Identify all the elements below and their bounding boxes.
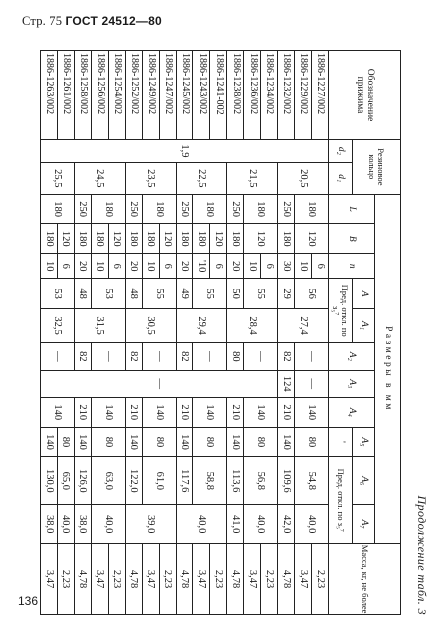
standard-code: ГОСТ 24512—80 [65, 14, 162, 28]
B-cell: 180 [176, 224, 193, 254]
A1-cell: 27,4 [278, 308, 329, 342]
A5-cell: 140 [278, 427, 295, 457]
dimensions-table [40, 50, 401, 615]
table-row-designation: 1886-1254/002 [108, 51, 125, 140]
B-cell: 180 [91, 224, 108, 254]
col-A: A [353, 279, 375, 309]
A2-cell: 80 [227, 343, 244, 370]
A4-cell: 140 [41, 397, 75, 427]
mass-cell: 2,23 [312, 544, 329, 615]
page-number: 136 [18, 594, 39, 608]
n-cell: 20 [74, 254, 91, 279]
page-label: Стр. 75 [22, 14, 63, 28]
page-header [22, 14, 162, 29]
A-cell: 56 [295, 279, 329, 309]
A-cell: 48 [125, 279, 142, 309]
A5-cell: 140 [74, 427, 91, 457]
col-designation: Обозначение прижима [329, 51, 401, 140]
A7-cell: 41,0 [227, 505, 244, 544]
A6-cell: 58,8 [193, 457, 227, 505]
table-row-designation: 1886-1241-002 [210, 51, 227, 140]
A5-cell: 140 [176, 427, 193, 457]
table-row-designation: 1886-1245/002 [176, 51, 193, 140]
A5-cell: 80 [244, 427, 278, 457]
L-cell: 180 [41, 194, 75, 224]
table-row-designation: 1886-1263/002 [41, 51, 58, 140]
col-fit2: Пред. откл. по з₅⁷ [329, 457, 353, 544]
A2-cell: 82 [278, 343, 295, 370]
table-row-designation: 1886-1232/002 [278, 51, 295, 140]
d1-cell: 23,5 [125, 162, 176, 194]
A1-cell: 29,4 [176, 308, 227, 342]
table-row-designation: 1886-1229/002 [295, 51, 312, 140]
B-cell: 180 [142, 224, 159, 254]
A-cell: 53 [91, 279, 125, 309]
A1-cell: 30,5 [125, 308, 176, 342]
n-cell: 20 [227, 254, 244, 279]
table-row-designation: 1886-1227/002 [312, 51, 329, 140]
col-A1: A₁ [353, 308, 375, 342]
table-row-designation: 1886-1258/002 [74, 51, 91, 140]
mass-cell: 4,78 [74, 544, 91, 615]
col-A5-prime: ' [329, 427, 353, 457]
A6-cell: 113,6 [227, 457, 244, 505]
col-mass: Масса, кг, не более [329, 544, 401, 615]
B-cell: 180 [227, 224, 244, 254]
A6-cell: 56,8 [244, 457, 278, 505]
A2-cell: — [91, 343, 125, 370]
mass-cell: 3,47 [244, 544, 261, 615]
A6-cell: 109,6 [278, 457, 295, 505]
B-cell: 120 [210, 224, 227, 254]
mass-cell: 3,47 [91, 544, 108, 615]
A6-cell: 65,0 [58, 457, 75, 505]
A2-cell: 82 [176, 343, 193, 370]
A7-cell: 39,0 [125, 505, 176, 544]
B-cell: 180 [193, 224, 210, 254]
mass-cell: 2,23 [159, 544, 176, 615]
L-cell: 250 [74, 194, 91, 224]
d1-cell: 24,5 [74, 162, 125, 194]
mass-cell: 4,78 [125, 544, 142, 615]
A-cell: 55 [244, 279, 278, 309]
A-cell: 48 [74, 279, 91, 309]
mass-cell: 3,47 [295, 544, 312, 615]
A7-cell: 38,0 [41, 505, 58, 544]
table-row-designation: 1886-1236/002 [244, 51, 261, 140]
A2-cell: — [142, 343, 176, 370]
L-cell: 250 [176, 194, 193, 224]
A6-cell: 126,0 [74, 457, 91, 505]
mass-cell: 3,47 [193, 544, 210, 615]
A5-cell: 80 [58, 427, 75, 457]
A6-cell: 130,0 [41, 457, 58, 505]
A5-cell: 80 [295, 427, 329, 457]
A2-cell: — [193, 343, 227, 370]
A1-cell: 28,4 [227, 308, 278, 342]
col-B: B [329, 224, 375, 254]
continuation-label: Продолжение табл. 3 [415, 495, 429, 615]
n-cell: 6 [210, 254, 227, 279]
col-ring-group: Резиновое кольцо [353, 140, 401, 195]
A4-cell: 210 [125, 397, 142, 427]
col-d1: d₁ [329, 162, 353, 194]
B-cell: 180 [278, 224, 295, 254]
A6-cell: 63,0 [91, 457, 125, 505]
A4-cell: 210 [74, 397, 91, 427]
A5-cell: 140 [125, 427, 142, 457]
B-cell: 120 [244, 224, 278, 254]
A4-cell: 210 [176, 397, 193, 427]
A7-cell: 40,0 [58, 505, 75, 544]
mass-cell: 4,78 [278, 544, 295, 615]
col-A3: A₃ [329, 370, 375, 397]
L-cell: 180 [142, 194, 176, 224]
table-row-designation: 1886-1234/002 [261, 51, 278, 140]
d2-cell: 1,9 [41, 140, 329, 163]
A5-cell: 140 [41, 427, 58, 457]
A2-cell: — [295, 343, 329, 370]
col-A2: A₂ [329, 343, 375, 370]
B-cell: 180 [74, 224, 91, 254]
A7-cell: 42,0 [278, 505, 295, 544]
table-row-designation: 1886-1238/002 [227, 51, 244, 140]
n-cell: 10 [91, 254, 108, 279]
mass-cell: 2,23 [108, 544, 125, 615]
col-n: n [329, 254, 375, 279]
table-row-designation: 1886-1261/002 [58, 51, 75, 140]
L-cell: 250 [227, 194, 244, 224]
A-cell: 50 [227, 279, 244, 309]
A3-cell: — [295, 370, 329, 397]
A3-cell: — [41, 370, 278, 397]
col-L: L [329, 194, 375, 224]
A4-cell: 140 [295, 397, 329, 427]
B-cell: 180 [125, 224, 142, 254]
A4-cell: 210 [227, 397, 244, 427]
n-cell: '10 [193, 254, 210, 279]
B-cell: 120 [159, 224, 176, 254]
B-cell: 180 [41, 224, 58, 254]
table-row-designation: 1886-1249/002 [142, 51, 159, 140]
n-cell: 6 [108, 254, 125, 279]
A-cell: 55 [193, 279, 227, 309]
col-A7: A₇ [353, 505, 375, 544]
A7-cell: 40,0 [295, 505, 329, 544]
mass-cell: 4,78 [176, 544, 193, 615]
A6-cell: 117,6 [176, 457, 193, 505]
table-row-designation: 1886-1243/002 [193, 51, 210, 140]
col-dims-group: Размеры в мм [375, 194, 401, 543]
A5-cell: 80 [193, 427, 227, 457]
mass-cell: 2,23 [210, 544, 227, 615]
L-cell: 250 [278, 194, 295, 224]
d1-cell: 20,5 [278, 162, 329, 194]
n-cell: 6 [159, 254, 176, 279]
L-cell: 180 [244, 194, 278, 224]
A2-cell: — [244, 343, 278, 370]
A2-cell: 82 [74, 343, 91, 370]
d1-cell: 22,5 [176, 162, 227, 194]
L-cell: 250 [125, 194, 142, 224]
A-cell: 49 [176, 279, 193, 309]
col-fit1: Пред. откл. по з₅⁷ [329, 279, 353, 343]
A4-cell: 140 [193, 397, 227, 427]
n-cell: 20 [176, 254, 193, 279]
A7-cell: 40,0 [91, 505, 125, 544]
A5-cell: 80 [142, 427, 176, 457]
n-cell: 6 [58, 254, 75, 279]
n-cell: 6 [312, 254, 329, 279]
L-cell: 180 [91, 194, 125, 224]
A4-cell: 210 [278, 397, 295, 427]
A1-cell: 31,5 [74, 308, 125, 342]
col-A6: A₆ [353, 457, 375, 505]
A5-cell: 140 [227, 427, 244, 457]
n-cell: 10 [142, 254, 159, 279]
A2-cell: — [41, 343, 75, 370]
B-cell: 120 [295, 224, 329, 254]
A3-cell: 124 [278, 370, 295, 397]
mass-cell: 3,47 [41, 544, 58, 615]
table-row-designation: 1886-1247/002 [159, 51, 176, 140]
L-cell: 180 [193, 194, 227, 224]
n-cell: 30 [278, 254, 295, 279]
L-cell: 180 [295, 194, 329, 224]
B-cell: 120 [58, 224, 75, 254]
A-cell: 55 [142, 279, 176, 309]
table-row-designation: 1886-1252/002 [125, 51, 142, 140]
A7-cell: 38,0 [74, 505, 91, 544]
A-cell: 53 [41, 279, 75, 309]
col-A5: A₅ [353, 427, 375, 457]
A7-cell: 40,0 [176, 505, 227, 544]
n-cell: 6 [261, 254, 278, 279]
col-d2: d₂ [329, 140, 353, 163]
d1-cell: 21,5 [227, 162, 278, 194]
n-cell: 10 [244, 254, 261, 279]
n-cell: 20 [125, 254, 142, 279]
A4-cell: 140 [91, 397, 125, 427]
col-A4: A₄ [329, 397, 375, 427]
mass-cell: 2,23 [261, 544, 278, 615]
A1-cell: 32,5 [41, 308, 75, 342]
table-row-designation: 1886-1256/002 [91, 51, 108, 140]
rotated-table-area [40, 50, 429, 615]
A5-cell: 80 [91, 427, 125, 457]
A2-cell: 82 [125, 343, 142, 370]
B-cell: 120 [108, 224, 125, 254]
A6-cell: 122,0 [125, 457, 142, 505]
A-cell: 29 [278, 279, 295, 309]
n-cell: 10 [41, 254, 58, 279]
A6-cell: 61,0 [142, 457, 176, 505]
mass-cell: 2,23 [58, 544, 75, 615]
A6-cell: 54,8 [295, 457, 329, 505]
A7-cell: 40,0 [244, 505, 278, 544]
mass-cell: 3,47 [142, 544, 159, 615]
n-cell: 10 [295, 254, 312, 279]
d1-cell: 25,5 [41, 162, 75, 194]
A4-cell: 140 [244, 397, 278, 427]
mass-cell: 4,78 [227, 544, 244, 615]
A4-cell: 140 [142, 397, 176, 427]
